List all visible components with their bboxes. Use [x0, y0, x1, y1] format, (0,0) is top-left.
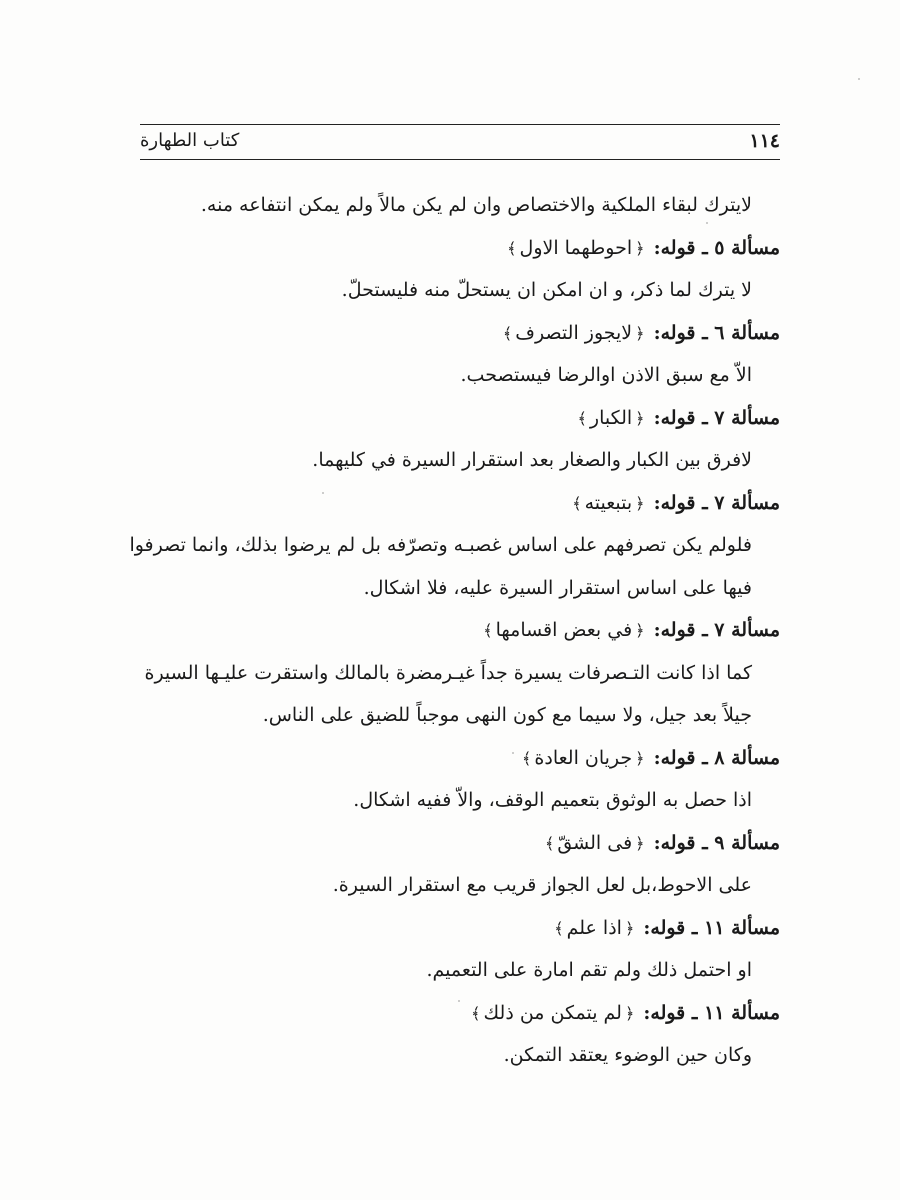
- ornate-bracket-open: ﴿: [635, 323, 645, 343]
- paragraph-line: [129, 524, 780, 567]
- ornate-bracket-close: ﴾: [554, 918, 564, 938]
- paragraph-line: [140, 269, 780, 312]
- page-body: [129, 184, 780, 1077]
- ornate-bracket-close: ﴾: [572, 493, 582, 513]
- paragraph-line: [140, 439, 780, 482]
- issue-label: مسألة ١١ ـ قوله:: [643, 916, 780, 939]
- issue-label: مسألة ٧ ـ قوله:: [653, 619, 780, 641]
- ornate-bracket-open: ﴿: [635, 748, 645, 768]
- ornate-bracket-close: ﴾: [483, 621, 493, 640]
- paragraph-line: [140, 949, 780, 992]
- ornate-bracket-close: ﴾: [577, 408, 587, 428]
- line-text: اذا حصل به الوثوق بتعميم الوقف، والاّ ففيه اشكال.: [353, 789, 752, 811]
- line-text: جيلاً بعد جيل، ولا سيما مع كون النهى موجباً للضيق على الناس.: [262, 704, 752, 726]
- ornate-bracket-close: ﴾: [507, 238, 517, 258]
- paragraph-line: [140, 184, 780, 227]
- issue-heading: [140, 227, 780, 270]
- ornate-bracket-open: ﴿: [635, 238, 645, 258]
- line-text: الاّ مع سبق الاذن اوالرضا فيستصحب.: [460, 364, 752, 386]
- issue-label: مسألة ١١ ـ قوله:: [643, 1001, 780, 1024]
- ornate-bracket-open: ﴿: [624, 1003, 635, 1023]
- issue-heading: [140, 312, 780, 355]
- line-text: لايترك لبقاء الملكية والاختصاص وان لم يكن مالاً ولم يمكن انتفاعه منه.: [200, 194, 752, 216]
- running-title: كتاب الطهارة: [140, 130, 240, 151]
- line-text: او احتمل ذلك ولم تقم امارة على التعميم.: [426, 959, 752, 981]
- scan-speck: [322, 492, 324, 494]
- scan-speck: [858, 78, 860, 80]
- paragraph-line: [140, 567, 780, 610]
- line-text: فلولم يكن تصرفهم على اساس غصبـه وتصرّفه بل لم يرضوا بذلك، وانما تصرفوا: [129, 534, 752, 556]
- issue-heading: [140, 609, 780, 652]
- ornate-bracket-close: ﴾: [522, 748, 532, 768]
- scan-speck: [512, 752, 514, 754]
- page-header: [140, 128, 780, 154]
- ornate-bracket-open: ﴿: [635, 833, 645, 853]
- line-text: لا يترك لما ذكر، و ان امكن ان يستحلّ منه فليستحلّ.: [341, 279, 752, 301]
- issue-label: مسألة ٧ ـ قوله:: [653, 406, 780, 429]
- scan-speck: [706, 222, 708, 224]
- line-text: لافرق بين الكبار والصغار بعد استقرار السيرة في كليهما.: [312, 449, 752, 471]
- issue-heading: [140, 822, 780, 865]
- issue-label: مسألة ٩ ـ قوله:: [653, 831, 780, 854]
- quoted-phrase: في بعض اقسامها: [495, 619, 633, 641]
- issue-label: مسألة ٥ ـ قوله:: [653, 236, 780, 259]
- quoted-phrase: الكبار: [589, 406, 633, 429]
- ornate-bracket-close: ﴾: [502, 323, 513, 343]
- quoted-phrase: لايجوز التصرف: [515, 321, 633, 344]
- paragraph-line: [140, 1034, 780, 1077]
- issue-label: مسألة ٦ ـ قوله:: [653, 321, 780, 344]
- quoted-phrase: فى الشقّ: [557, 831, 633, 854]
- quoted-phrase: لم يتمكن من ذلك: [483, 1001, 622, 1024]
- paragraph-line: [140, 652, 780, 695]
- ornate-bracket-open: ﴿: [635, 621, 645, 640]
- issue-label: مسألة ٧ ـ قوله:: [653, 491, 780, 514]
- line-text: فيها على اساس استقرار السيرة عليه، فلا اشكال.: [363, 576, 752, 599]
- quoted-phrase: اذا علم: [566, 916, 622, 939]
- quoted-phrase: جريان العادة: [534, 746, 633, 769]
- quoted-phrase: احوطهما الاول: [519, 236, 633, 259]
- issue-label: مسألة ٨ ـ قوله:: [653, 746, 780, 769]
- issue-heading: [140, 397, 780, 440]
- ornate-bracket-open: ﴿: [624, 918, 635, 938]
- issue-heading: [140, 737, 780, 780]
- line-text: وكان حين الوضوء يعتقد التمكن.: [503, 1044, 752, 1066]
- page-number: ١١٤: [749, 130, 780, 152]
- paragraph-line: [140, 864, 780, 907]
- ornate-bracket-close: ﴾: [471, 1003, 481, 1023]
- line-text: كما اذا كانت التـصرفات يسيرة جداً غيـرمضرة بالمالك واستقرت عليـها السيرة: [144, 661, 752, 684]
- line-text: على الاحوط،بل لعل الجواز قريب مع استقرار السيرة.: [332, 874, 752, 896]
- paragraph-line: [140, 779, 780, 822]
- issue-heading: [140, 907, 780, 950]
- ornate-bracket-open: ﴿: [635, 493, 645, 513]
- header-bottom-rule: [140, 159, 780, 160]
- ornate-bracket-close: ﴾: [544, 833, 555, 853]
- header-top-rule: [140, 124, 780, 125]
- issue-heading: [140, 482, 780, 525]
- paragraph-line: [140, 694, 780, 737]
- ornate-bracket-open: ﴿: [635, 408, 645, 428]
- scan-speck: [458, 1000, 460, 1002]
- quoted-phrase: بتبعيته: [584, 491, 633, 514]
- paragraph-line: [140, 354, 780, 397]
- issue-heading: [140, 992, 780, 1035]
